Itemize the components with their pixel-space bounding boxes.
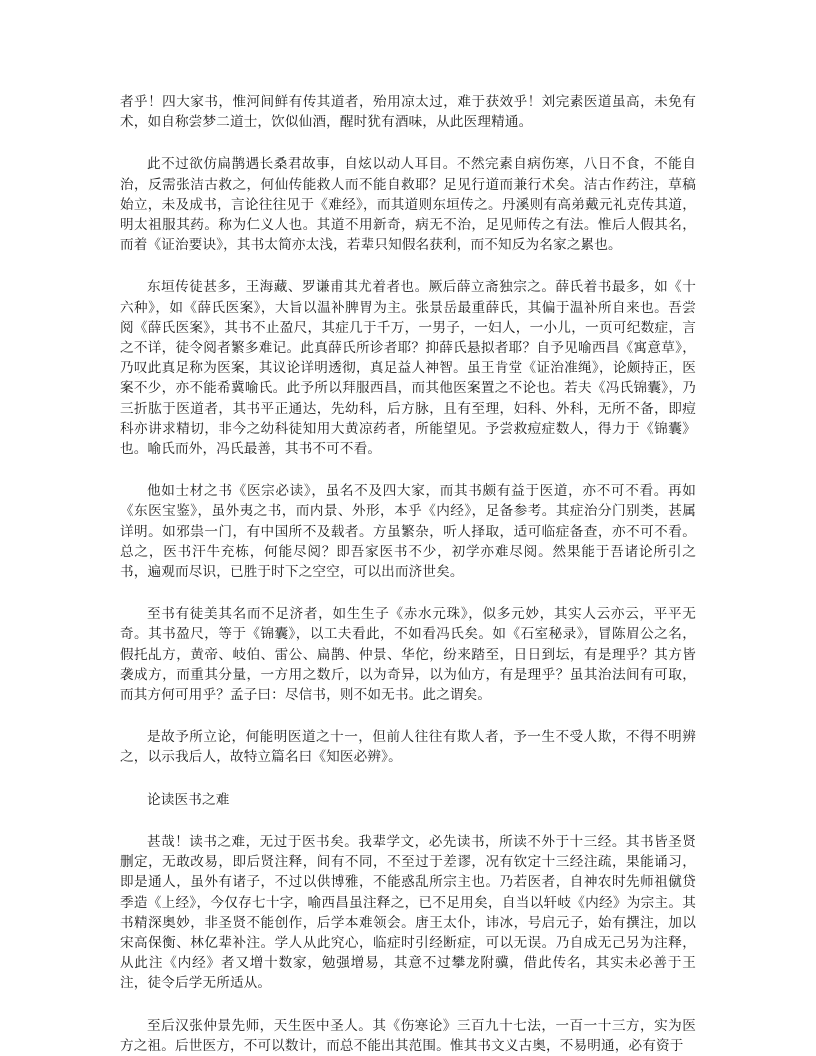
paragraph-reading-difficulty: 甚哉！读书之难，无过于医书矣。我辈学文，必先读书，所读不外于十三经。其书皆圣贤删定，无敢改易，即后贤注释，间有不同，不至过于差谬，况有钦定十三经注疏，果能诵习，即是通人，虽外有诸子，不过以供博雅，不能惑乱所宗主也。乃若医者，自神农时先师祖僦贷季造《上经》，今仅存七十字，喻西昌虽注释之，已不足用矣，自当以轩岐《内经》为宗主。其书精深奥妙，非圣贤不能创作，后学本难领会。唐王太仆，讳冰，号启元子，始有撰注，加以宋高保衡、林亿辈补注。学人从此究心，临症时引经断症，可以无误。乃自成无己另为注释，从此注《内经》者又增十数家，勉强增易，其意不过攀龙附骥，借此传名，其实未必善于王注，徒令后学无所适从。	[120, 833, 696, 992]
paragraph-false-books: 至书有徒美其名而不足济者，如生生子《赤水元珠》，似多元妙，其实人云亦云，平平无奇。其书盈尺，等于《锦囊》，以工夫看此，不如看冯氏矣。如《石室秘录》，冒陈眉公之名，假托乩方，黄帝、岐伯、雷公、扁鹊、仲景、华佗，纷来踏至，日日到坛，有是理乎？其方皆袭成方，而重其分量，一方用之数斤，以为奇异，以为仙方，有是理乎？虽其治法间有可取，而其方何可用乎？孟子曰：尽信书，则不如无书。此之谓矣。	[120, 606, 696, 704]
paragraph-shicai: 他如士材之书《医宗必读》，虽名不及四大家，而其书颇有益于医道，亦不可不看。再如《东医宝鉴》，虽外夷之书，而内景、外形，本乎《内经》，足备参考。其症治分门别类，甚属详明。如邪祟一门，有中国所不及载者。方虽繁杂，听人择取，适可临症备查，亦不可不看。总之，医书汗牛充栋，何能尽阅？即吾家医书不少，初学亦难尽阅。然果能于吾诸论所引之书，遍观而尽识，已胜于时下之空空，可以出而济世矣。	[120, 483, 696, 581]
paragraph-conclusion: 是故予所立论，何能明医道之十一，但前人往往有欺人者，予一生不受人欺，不得不明辨之，以示我后人，故特立篇名曰《知医必辨》。	[120, 729, 696, 766]
paragraph-continuation: 者乎！四大家书，惟河间鲜有传其道者，殆用凉太过，难于获效乎！刘完素医道虽高，未免有术，如自称尝梦二道士，饮似仙酒，醒时犹有酒味，从此医理精通。	[120, 94, 696, 131]
paragraph-dongyuan: 东垣传徒甚多，王海藏、罗谦甫其尤着者也。厥后薛立斋独宗之。薛氏着书最多，如《十六种》，如《薛氏医案》，大旨以温补脾胃为主。张景岳最重薛氏，其偏于温补所自来也。吾尝阅《薛氏医案》，其书不止盈尺，其症几于千万，一男子，一妇人，一小儿，一页可纪数症，言之不详，徒令阅者繁多难记。此真薛氏所诊者耶？抑薛氏悬拟者耶？自予见喻西昌《寓意草》，乃叹此真足称为医案，其议论详明透彻，真足益人神智。虽王肯堂《证治准绳》，论颇持正，医案不少，亦不能希冀喻氏。此予所以拜服西昌，而其他医案置之不论也。若夫《冯氏锦囊》，乃三折肱于医道者，其书平正通达，先幼科，后方脉，且有至理，妇科、外科，无所不备，即痘科亦讲求精切，非今之幼科徒知用大黄凉药者，所能望见。予尝救痘症数人，得力于《锦囊》也。喻氏而外，冯氏最善，其书不可不看。	[120, 279, 696, 458]
paragraph-zhongjing: 至后汉张仲景先师，天生医中圣人。其《伤寒论》三百九十七法，一百一十三方，实为医方之祖。后世医方，不可以数计，而总不能出其范围。惟其书文义古奥，不易明通，必有资于	[120, 1017, 696, 1054]
paragraph-liu-wansu: 此不过欲仿扁鹊遇长桑君故事，自炫以动人耳目。不然完素自病伤寒，八日不食，不能自治，反需张洁古救之，何仙传能救人而不能自救耶？足见行道而兼行术矣。洁古作药注，草稿始立，未及成书，言论往往见于《难经》，而其道则东垣传之。丹溪则有高弟戴元礼克传其道，明太祖服其药。称为仁义人也。其道不用新奇，病无不治，足见师传之有法。惟后人假其名，而着《证治要诀》，其书太简亦太浅，若辈只知假名获利，而不知反为名家之累也。	[120, 156, 696, 254]
section-heading: 论读医书之难	[147, 791, 230, 808]
